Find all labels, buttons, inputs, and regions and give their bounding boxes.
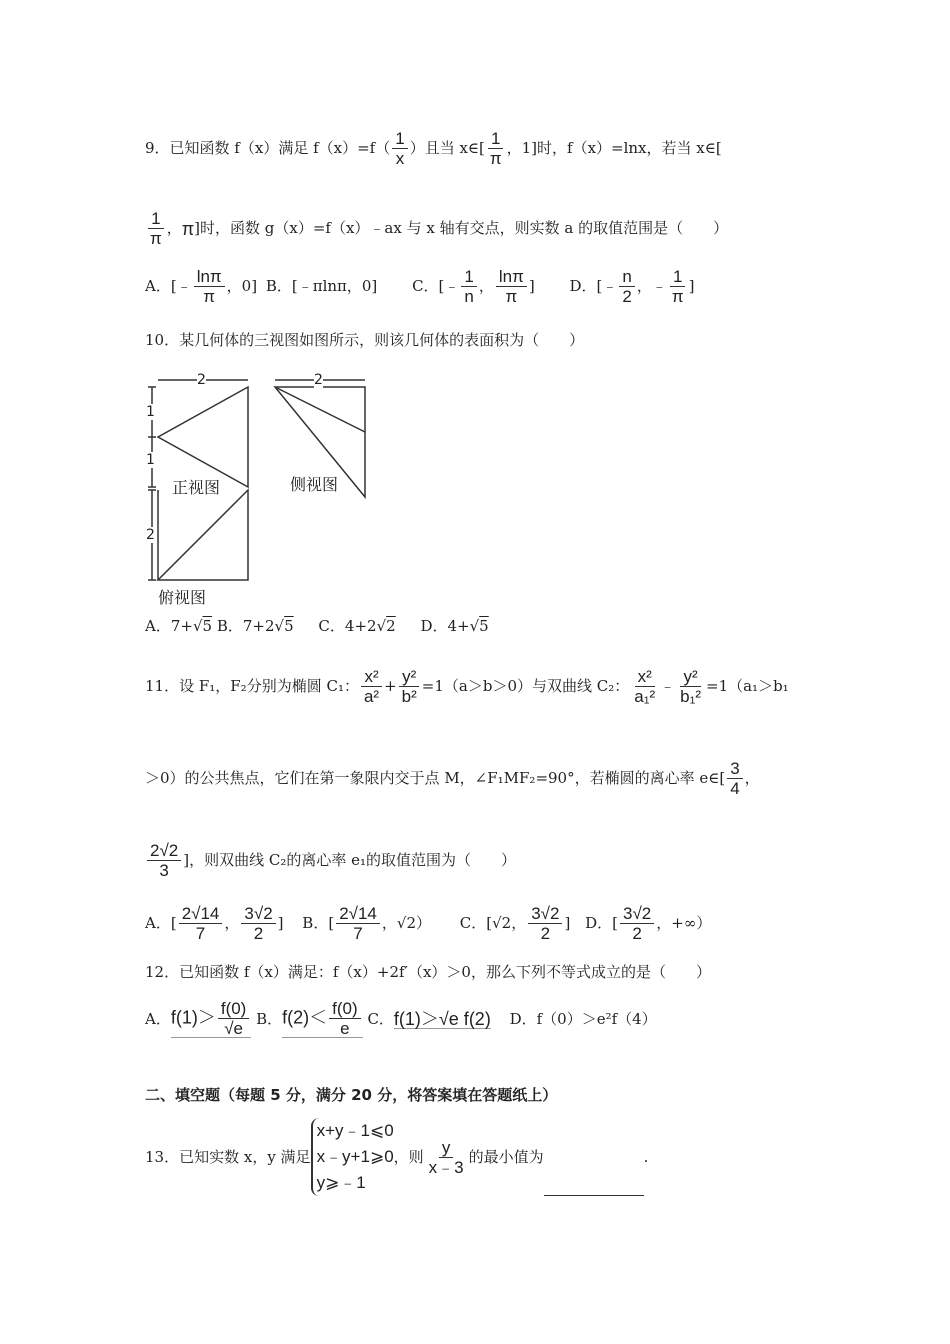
q13-line: 13．已知实数 x，y 满足x+y﹣1⩽0 x﹣y+1⩾0 y⩾﹣1，则 $\frac{y}{x﹣3}$ 的最小值为 .: [145, 1118, 648, 1196]
fraction: $\frac{1}{\pi}$: [489, 129, 502, 168]
fraction: $\frac{\ln\pi}{\pi}$: [496, 268, 527, 305]
q9-text: 9．已知函数 f（x）满足 f（x）=f（: [145, 139, 391, 157]
fraction: $\frac{y}{x﹣3}$: [428, 1137, 464, 1177]
q9-line1: 9．已知函数 f（x）满足 f（x）=f（ $\frac{1}{x}$ ）且当 x∈[ $\frac{1}{\pi}$ ，1]时，f（x）=lnx，若当 x∈[: [145, 129, 722, 168]
side-view-label: 侧视图: [290, 475, 339, 494]
section-heading: 二、填空题（每题 5 分，满分 20 分，将答案填在答题纸上）: [145, 1086, 558, 1104]
dim-label: 2: [314, 372, 323, 388]
fraction: $\frac{\text{x²}}{\text{a₁²}}$: [634, 667, 656, 706]
fraction: $\frac{n}{2}$: [619, 268, 634, 305]
fraction: $\frac{\text{x²}}{\text{a²}}$: [361, 668, 382, 705]
fraction: $\frac{1}{\pi}$: [671, 267, 684, 306]
fraction: $\frac{1}{x}$: [392, 130, 407, 167]
fraction: $\frac{2√14}{7}$: [179, 905, 223, 942]
q9-line2: $\frac{1}{\pi}$ ，π]时，函数 g（x）=f（x）﹣ax 与 x 轴有交点，则实数 a 的取值范围是（ ）: [145, 210, 728, 247]
front-view-label: 正视图: [172, 478, 221, 497]
q11-line3: $\frac{2√2}{3}$ ]，则双曲线 C₂的离心率 e₁的取值范围为（ ）: [145, 842, 516, 879]
fraction: $\frac{\ln\pi}{\pi}$: [194, 268, 225, 305]
fraction: $\frac{\text{y²}}{\text{b₁²}}$: [680, 667, 701, 706]
fraction: $\frac{3}{4}$: [727, 760, 742, 797]
fraction: $\frac{1}{\pi}$: [150, 209, 162, 248]
answer-blank[interactable]: [544, 1181, 644, 1196]
q9-options: A．[﹣ $\frac{\ln\pi}{\pi}$ ，0] B．[﹣πlnπ，0] C．[﹣ $\frac{1}{n}$ ， $\frac{\ln\pi}{\pi}$ ] D．[﹣ $\frac{n}{2}$ ，﹣ $\frac{1}{\pi}$ ]: [145, 267, 695, 306]
fraction: $\frac{1}{n}$: [461, 268, 476, 305]
fraction: $\frac{2√2}{3}$: [147, 842, 181, 879]
q9-option-b: B．[﹣πlnπ，0]: [265, 277, 378, 295]
fraction: $\frac{2√14}{7}$: [336, 905, 380, 942]
q10-stem: 10．某几何体的三视图如图所示，则该几何体的表面积为（ ）: [145, 331, 585, 349]
fraction: $\frac{3√2}{2}$: [241, 905, 275, 942]
dim-label: 2: [197, 372, 206, 388]
top-view-label: 俯视图: [158, 588, 207, 607]
q11-options: A．[ $\frac{2√14}{7}$ ， $\frac{3√2}{2}$ ] B．[ $\frac{2√14}{7}$ ，√2） C．[√2， $\frac{3√2}{2}$ ] D．[ $\frac{3√2}{2}$ ，+∞）: [145, 904, 712, 943]
constraint-system: x+y﹣1⩽0 x﹣y+1⩾0 y⩾﹣1: [311, 1118, 394, 1196]
fraction: $\frac{3√2}{2}$: [528, 905, 562, 942]
q12-options: A．f(1)＞ $\frac{f(0)}{√e}$ B．f(2)＜ $\frac{f(0)}{e}$ C．f(1)＞√e f(2) D．f（0）＞e²f（4）: [145, 999, 657, 1038]
dim-label: 1: [146, 452, 155, 468]
dim-label: 1: [146, 404, 155, 420]
fraction: $\frac{\text{y²}}{\text{b²}}$: [399, 668, 420, 705]
fraction: $\frac{3√2}{2}$: [620, 905, 654, 942]
q12-stem: 12．已知函数 f（x）满足：f（x）+2f′（x）＞0，那么下列不等式成立的是（ ）: [145, 963, 711, 981]
q11-line2: ＞0）的公共焦点，它们在第一象限内交于点 M，∠F₁MF₂=90°，若椭圆的离心率 e∈[ $\frac{3}{4}$ ，: [145, 759, 760, 798]
q11-line1: 11．设 F₁，F₂分别为椭圆 C₁： $\frac{\text{x²}}{\text{a²}}$ + $\frac{\text{y²}}{\text{b²}}$ =1（a＞b＞0）与双曲线 C₂： $\frac{\text{x²}}{\text{a₁²}}$ ﹣ $\frac{\text{y²}}{\text{b₁²}}$ =1（a₁＞b₁: [145, 667, 789, 706]
dim-label: 2: [146, 527, 155, 543]
q10-options: A．7+√5 B．7+2√5 C．4+2√2 D．4+√5: [145, 616, 489, 635]
